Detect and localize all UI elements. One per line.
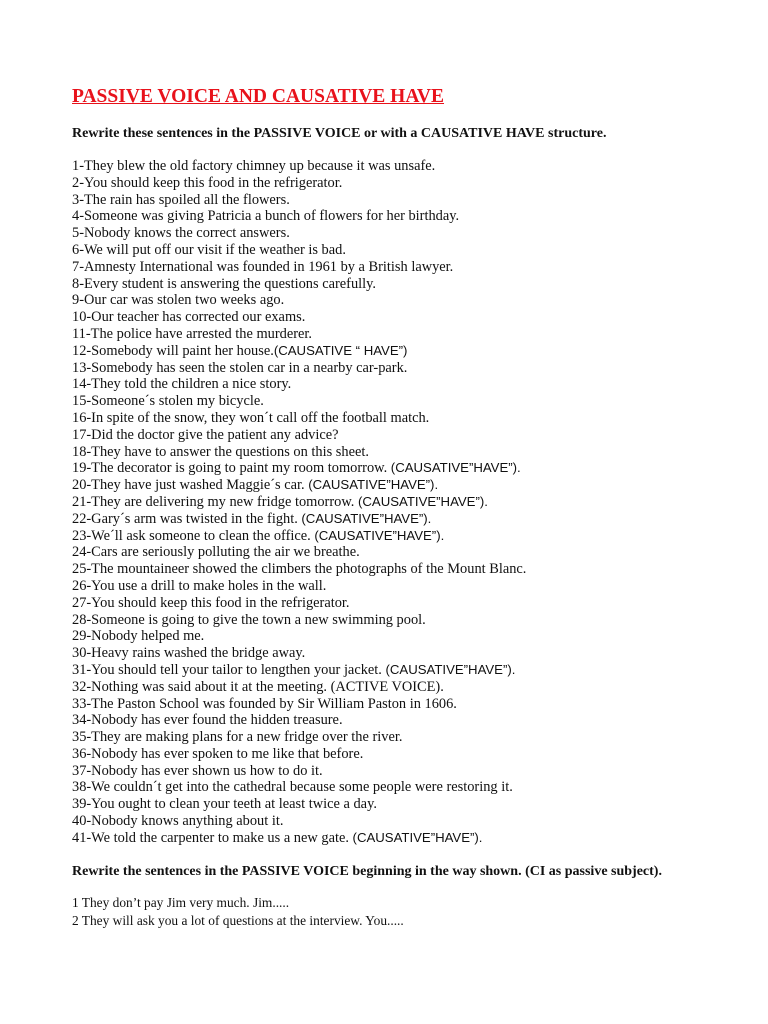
sentence-text: 19-The decorator is going to paint my room tomorrow.: [72, 460, 391, 477]
sentence-text: 38-We couldn´t get into the cathedral because some people were restoring it.: [72, 779, 513, 796]
sentence-text: 37-Nobody has ever shown us how to do it.: [72, 762, 323, 779]
sentence-text: 17-Did the doctor give the patient any advice?: [72, 426, 339, 443]
sentence-item: [72, 544, 526, 561]
sentence-item: [72, 696, 526, 713]
sentence-text: 5-Nobody knows the correct answers.: [72, 225, 290, 242]
sentence-item: [72, 225, 526, 242]
sentence-item: [72, 292, 526, 309]
sentence-item: [72, 410, 526, 427]
sentence-list-2: [72, 894, 404, 930]
sentence-note: (CAUSATIVE”HAVE”).: [385, 661, 516, 677]
sentence-item: [72, 477, 526, 494]
sentence-text: 11-The police have arrested the murderer.: [72, 325, 312, 342]
sentence-item: [72, 528, 526, 545]
sentence-item: [72, 242, 526, 259]
sentence-item: [72, 779, 526, 796]
sentence-text: 24-Cars are seriously polluting the air we breathe.: [72, 544, 360, 561]
page-title: PASSIVE VOICE AND CAUSATIVE HAVE: [72, 86, 445, 107]
sentence-item: [72, 360, 526, 377]
sentence-text: 30-Heavy rains washed the bridge away.: [72, 645, 306, 662]
sentence-text: 39-You ought to clean your teeth at least twice a day.: [72, 796, 377, 813]
sentence-note: (CAUSATIVE”HAVE”).: [390, 460, 521, 476]
sentence-text: 31-You should tell your tailor to lengthen your jacket.: [72, 661, 386, 678]
sentence-item: [72, 393, 526, 410]
sentence-text: 33-The Paston School was founded by Sir William Paston in 1606.: [72, 695, 457, 712]
sentence-text: 40-Nobody knows anything about it.: [72, 813, 284, 830]
sentence-item: [72, 679, 526, 696]
sentence-item: [72, 578, 526, 595]
sentence-text: 6-We will put off our visit if the weather is bad.: [72, 241, 346, 258]
sentence-item: [72, 175, 526, 192]
sentence-text: 12-Somebody will paint her house.: [72, 342, 274, 359]
sentence-item: [72, 208, 526, 225]
sentence-text: 15-Someone´s stolen my bicycle.: [72, 393, 264, 410]
sentence-item: [72, 612, 526, 629]
sentence-text: 7-Amnesty International was founded in 1961 by a British lawyer.: [72, 258, 454, 275]
sentence-item: [72, 746, 526, 763]
sentence-item: [72, 796, 526, 813]
sentence-text: 14-They told the children a nice story.: [72, 376, 292, 393]
instruction-passive-causative: Rewrite these sentences in the PASSIVE VOICE or with a CAUSATIVE HAVE structure.: [72, 126, 607, 141]
sentence-text: 26-You use a drill to make holes in the wall.: [72, 577, 327, 594]
sentence-text: 9-Our car was stolen two weeks ago.: [72, 292, 285, 309]
sentence-item: [72, 561, 526, 578]
sentence-item: [72, 158, 526, 175]
sentence-item: [72, 511, 526, 528]
sentence-text: 8-Every student is answering the questions carefully.: [72, 275, 376, 292]
sentence-item: [72, 628, 526, 645]
sentence-item: [72, 192, 526, 209]
sentence-text: 16-In spite of the snow, they won´t call off the football match.: [72, 409, 430, 426]
sentence-item: [72, 662, 526, 679]
sentence-text: 28-Someone is going to give the town a new swimming pool.: [72, 611, 426, 628]
sentence-text: 10-Our teacher has corrected our exams.: [72, 309, 306, 326]
sentence-text: 23-We´ll ask someone to clean the office.: [72, 527, 315, 544]
sentence-text: 18-They have to answer the questions on this sheet.: [72, 443, 369, 460]
sentence-text: 3-The rain has spoiled all the flowers.: [72, 191, 290, 208]
exercise-item: 1 They don’t pay Jim very much. Jim.....: [72, 895, 290, 910]
sentence-note: (CAUSATIVE”HAVE”).: [301, 510, 432, 526]
sentence-note: (CAUSATIVE”HAVE”).: [358, 493, 488, 509]
instruction-passive-beginning: Rewrite the sentences in the PASSIVE VOICE beginning in the way shown. (CI as passive subject).: [72, 864, 662, 879]
sentence-text: 36-Nobody has ever spoken to me like that before.: [72, 745, 364, 762]
sentence-item: [72, 595, 526, 612]
sentence-item: [72, 427, 526, 444]
sentence-text: 25-The mountaineer showed the climbers the photographs of the Mount Blanc.: [72, 561, 527, 578]
sentence-text: 35-They are making plans for a new fridge over the river.: [72, 729, 403, 746]
exercise-item: 2 They will ask you a lot of questions at the interview. You.....: [72, 913, 404, 928]
sentence-item: [72, 830, 526, 847]
sentence-text: 29-Nobody helped me.: [72, 628, 205, 645]
sentence-text: 2-You should keep this food in the refrigerator.: [72, 174, 343, 191]
sentence-item: [72, 494, 526, 511]
sentence-item: [72, 729, 526, 746]
sentence-note: (CAUSATIVE”HAVE”).: [314, 527, 445, 543]
sentence-note: (CAUSATIVE “ HAVE”): [273, 342, 408, 358]
sentence-item: [72, 326, 526, 343]
sentence-item: [72, 376, 526, 393]
sentence-text: 4-Someone was giving Patricia a bunch of flowers for her birthday.: [72, 208, 460, 225]
sentence-text: 20-They have just washed Maggie´s car.: [72, 477, 309, 494]
sentence-item: [72, 763, 526, 780]
sentence-text: 41-We told the carpenter to make us a new gate.: [72, 829, 353, 846]
sentence-item: [72, 276, 526, 293]
sentence-item: [72, 259, 526, 276]
sentence-item: [72, 444, 526, 461]
sentence-note: (CAUSATIVE”HAVE”).: [352, 829, 483, 845]
sentence-text: 13-Somebody has seen the stolen car in a nearby car-park.: [72, 359, 408, 376]
sentence-item: [72, 645, 526, 662]
sentence-text: 34-Nobody has ever found the hidden treasure.: [72, 712, 343, 729]
sentence-item: [72, 712, 526, 729]
sentence-note: (CAUSATIVE”HAVE”).: [308, 477, 439, 493]
sentence-text: 21-They are delivering my new fridge tomorrow.: [72, 493, 358, 510]
sentence-item: [72, 460, 526, 477]
sentence-text: 1-They blew the old factory chimney up because it was unsafe.: [72, 158, 436, 174]
sentence-text: 32-Nothing was said about it at the meeting. (ACTIVE VOICE).: [72, 678, 444, 695]
sentence-text: 22-Gary´s arm was twisted in the fight.: [72, 510, 302, 527]
sentence-list: [72, 158, 526, 847]
sentence-item: [72, 309, 526, 326]
sentence-item: [72, 343, 526, 360]
sentence-item: [72, 813, 526, 830]
sentence-text: 27-You should keep this food in the refrigerator.: [72, 594, 350, 611]
